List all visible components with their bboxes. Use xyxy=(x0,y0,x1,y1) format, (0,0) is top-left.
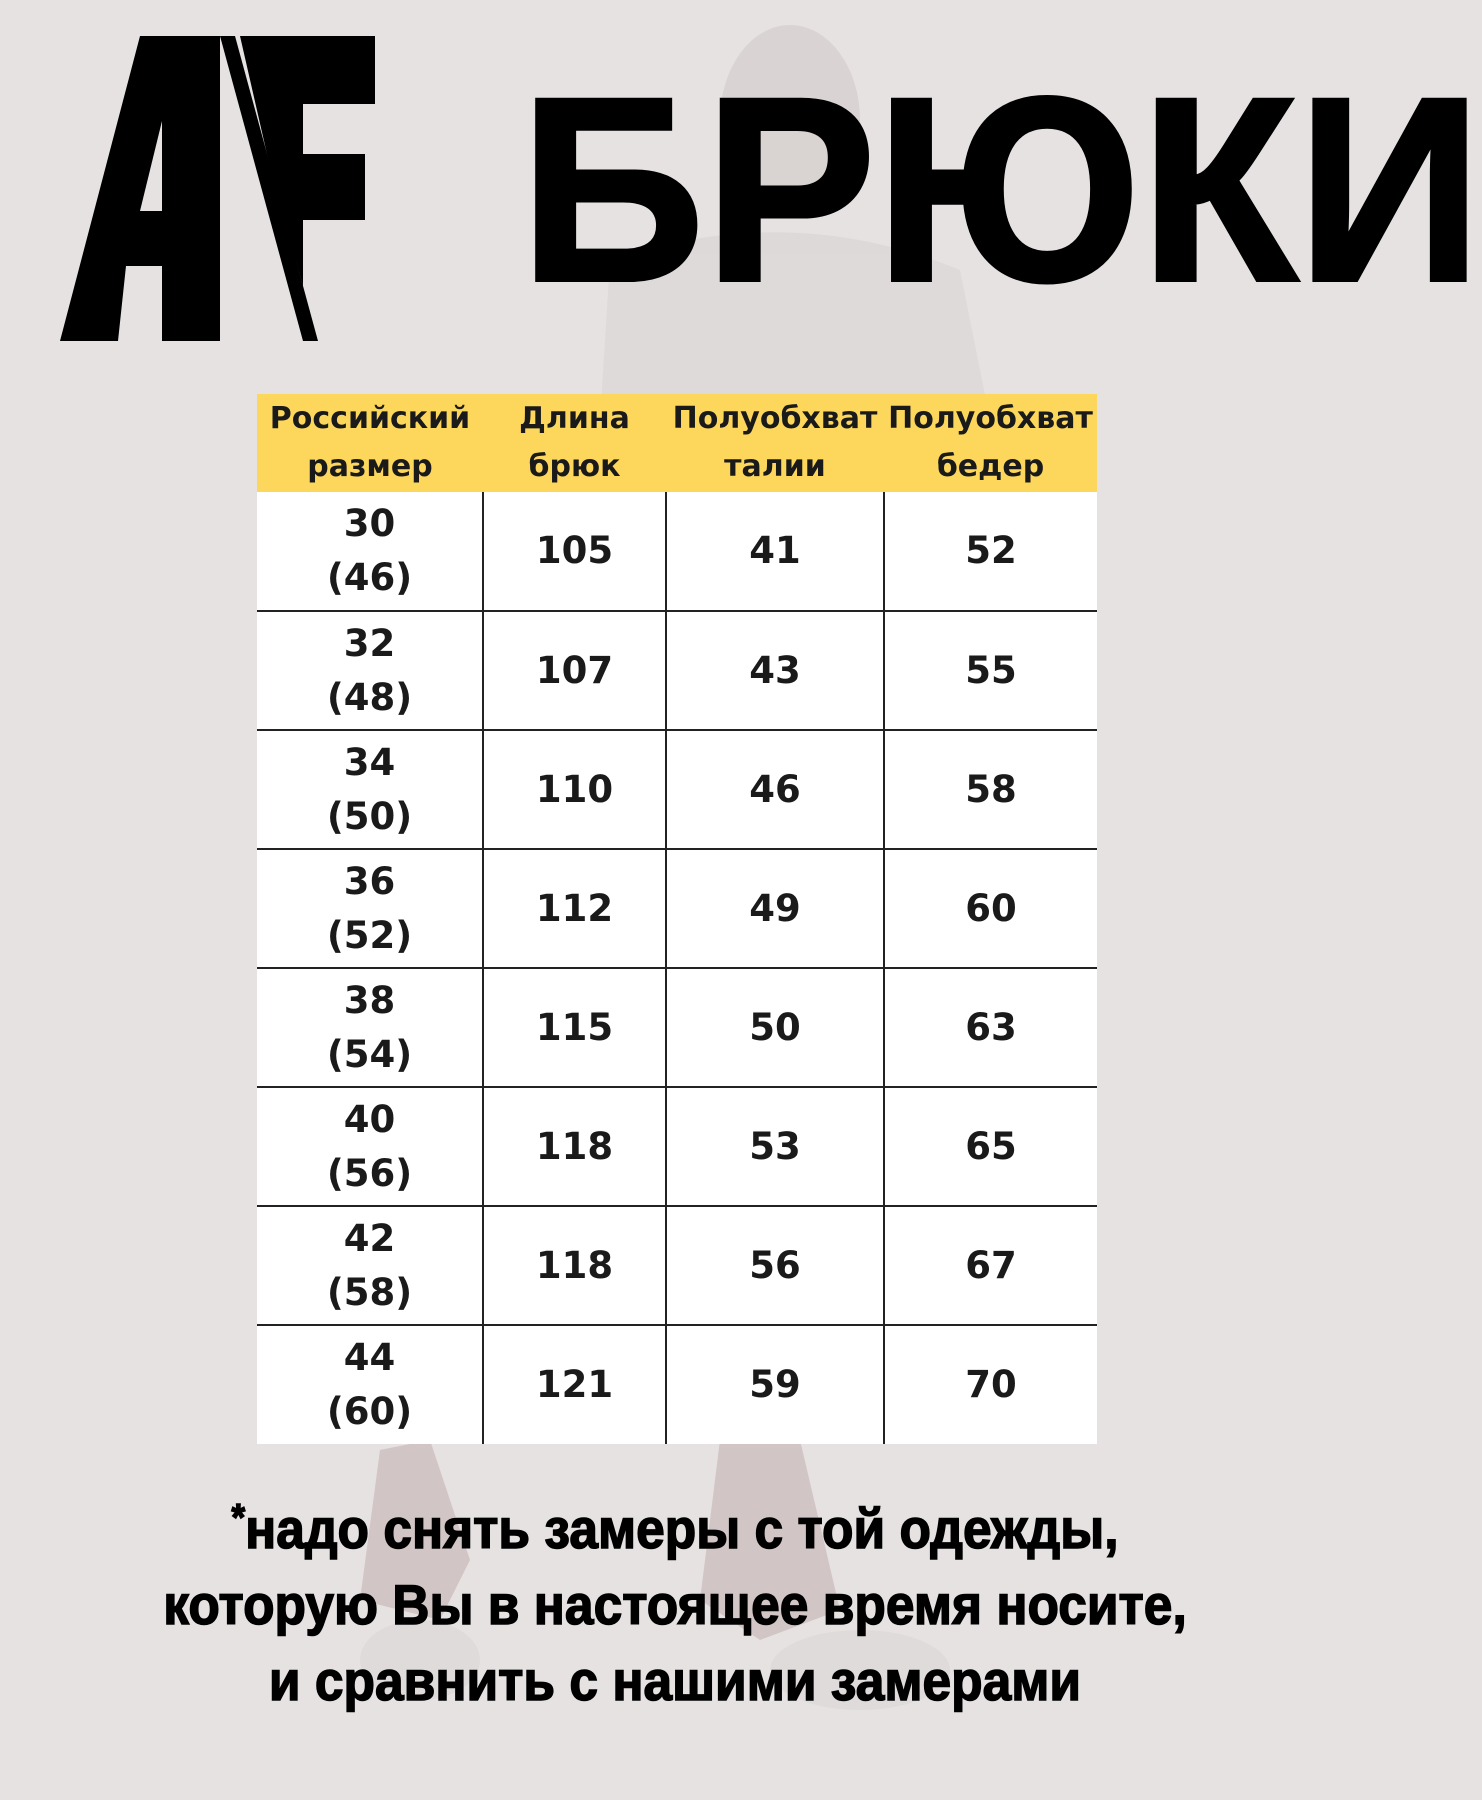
size-chart-table xyxy=(257,394,1097,1444)
waist-cell: 50 xyxy=(666,968,884,1087)
table-row xyxy=(257,492,1097,611)
length-cell: 107 xyxy=(483,611,666,730)
hips-cell: 65 xyxy=(884,1087,1097,1206)
header-length: Длина брюк xyxy=(483,394,666,492)
af-logo xyxy=(60,36,390,346)
hips-cell: 60 xyxy=(884,849,1097,968)
size-cell: 34 (50) xyxy=(257,730,483,849)
length-cell: 105 xyxy=(483,492,666,611)
length-cell: 118 xyxy=(483,1087,666,1206)
length-cell: 121 xyxy=(483,1325,666,1444)
waist-cell: 56 xyxy=(666,1206,884,1325)
size-cell: 30 (46) xyxy=(257,492,483,611)
waist-cell: 46 xyxy=(666,730,884,849)
length-cell: 115 xyxy=(483,968,666,1087)
table-row xyxy=(257,1087,1097,1206)
hips-cell: 67 xyxy=(884,1206,1097,1325)
table-row xyxy=(257,849,1097,968)
note-line-1: *надо снять замеры с той одежды, xyxy=(231,1497,1119,1560)
size-cell: 44 (60) xyxy=(326,1336,413,1433)
waist-cell: 41 xyxy=(666,492,884,611)
header-hips: Полуобхват бедер xyxy=(884,394,1097,492)
length-cell: 110 xyxy=(483,730,666,849)
header-waist: Полуобхват талии xyxy=(666,394,884,492)
table-row xyxy=(257,730,1097,849)
note-line-2: которую Вы в настоящее время носите, xyxy=(163,1573,1187,1636)
size-cell: 36 (52) xyxy=(257,849,483,968)
waist-cell: 59 xyxy=(666,1325,884,1444)
length-cell: 112 xyxy=(483,849,666,968)
length-cell: 118 xyxy=(483,1206,666,1325)
size-cell: 32 (48) xyxy=(257,611,483,730)
waist-cell: 49 xyxy=(666,849,884,968)
note-line-3: и сравнить с нашими замерами xyxy=(268,1649,1082,1712)
size-cell: 42 (58) xyxy=(257,1206,483,1325)
table-row xyxy=(257,968,1097,1087)
header-russian-size: Российский размер xyxy=(257,394,483,492)
table-row xyxy=(257,1206,1097,1325)
hips-cell: 58 xyxy=(884,730,1097,849)
hips-cell: 70 xyxy=(884,1325,1097,1444)
waist-cell: 53 xyxy=(666,1087,884,1206)
table-row xyxy=(257,1325,1097,1444)
hips-cell: 63 xyxy=(884,968,1097,1087)
note-asterisk: * xyxy=(231,1497,246,1539)
size-cell: 38 (54) xyxy=(257,968,483,1087)
table-header-row xyxy=(257,394,1097,492)
size-cell: 40 (56) xyxy=(257,1087,483,1206)
hips-cell: 52 xyxy=(884,492,1097,611)
page-title: БРЮКИ xyxy=(520,43,1482,336)
waist-cell: 43 xyxy=(666,611,884,730)
table-row xyxy=(257,611,1097,730)
measurement-note xyxy=(91,1480,1259,1719)
hips-cell: 55 xyxy=(884,611,1097,730)
